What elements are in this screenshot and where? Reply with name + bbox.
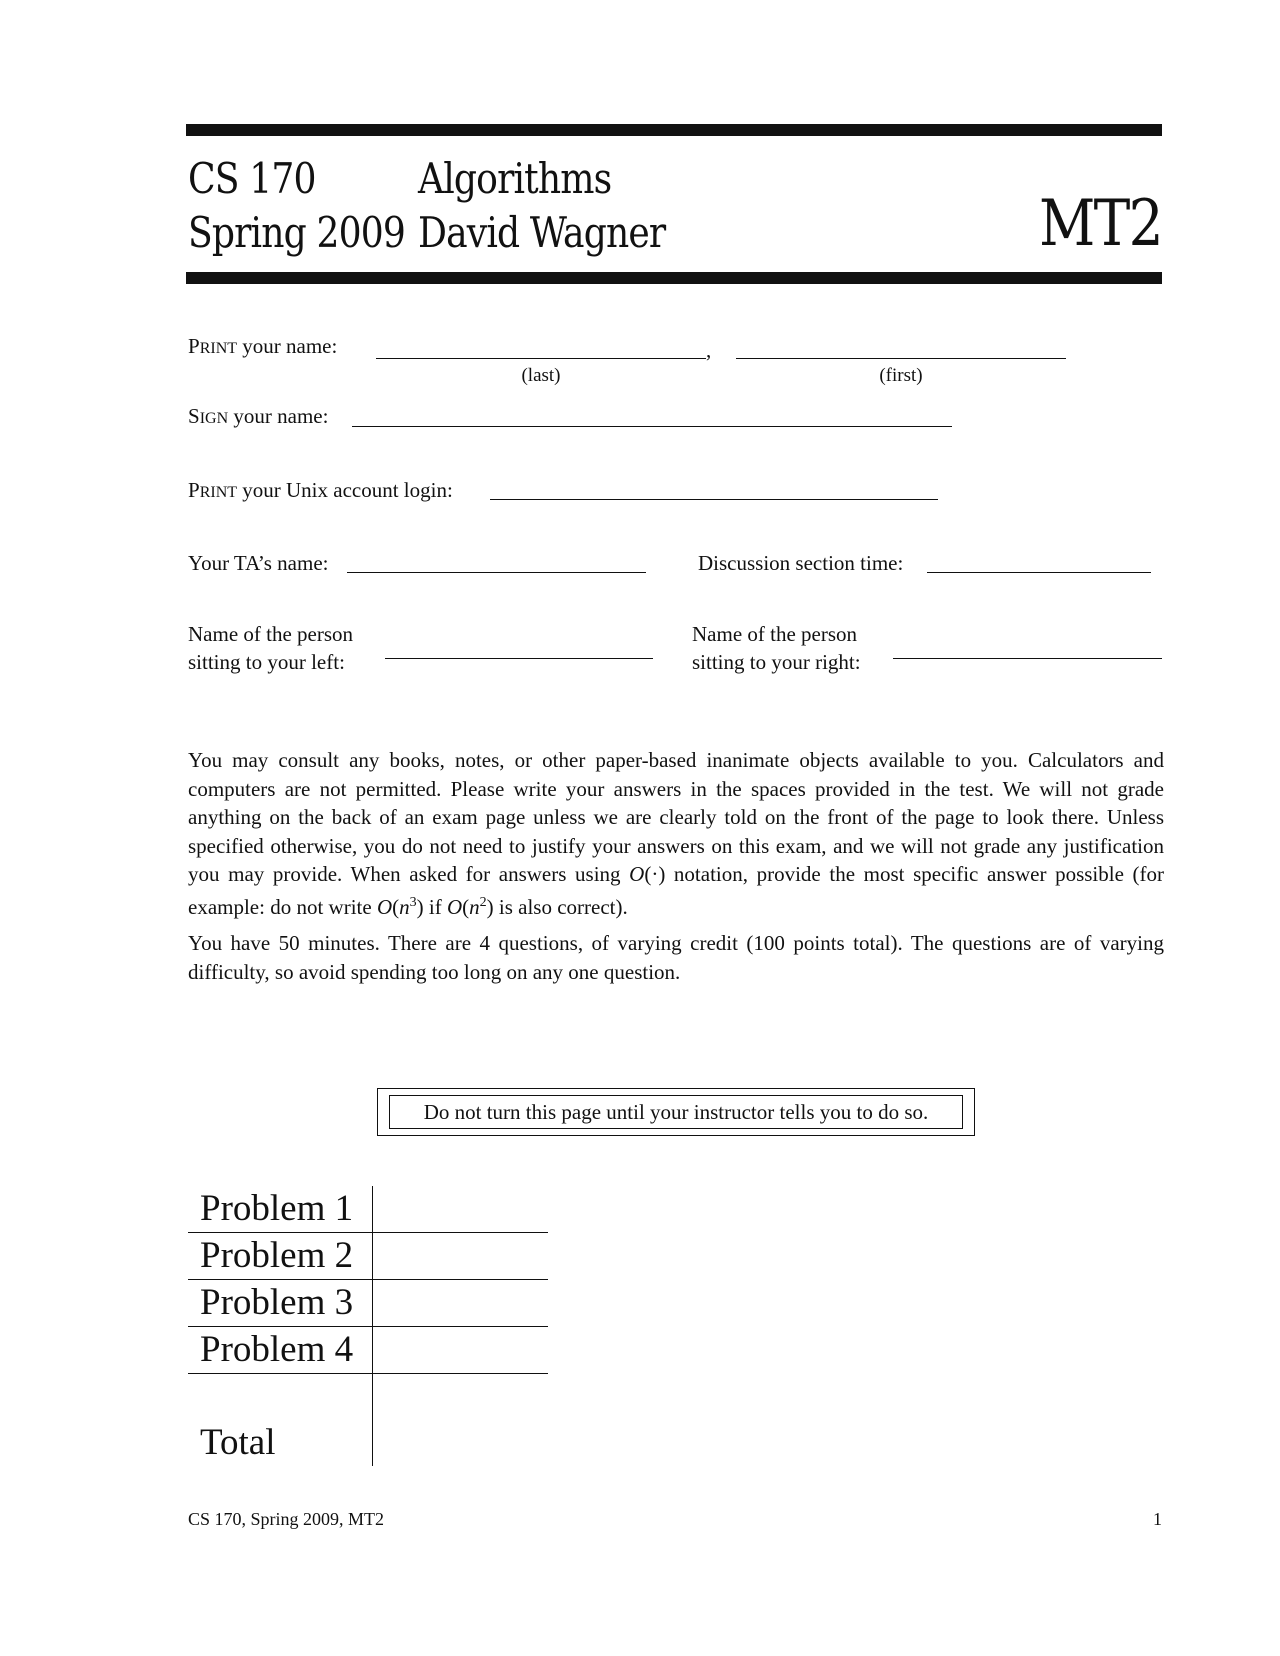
problem-1-score[interactable] (373, 1186, 549, 1233)
footer-course: CS 170, Spring 2009, MT2 (188, 1509, 385, 1529)
score-row-1 (188, 1186, 548, 1233)
left-neighbor-label-line1: Name of the person (188, 622, 354, 646)
last-name-field[interactable] (376, 358, 706, 359)
problem-4-score[interactable] (373, 1327, 549, 1374)
problem-2-label: Problem 2 (188, 1233, 373, 1280)
problem-1-label: Problem 1 (188, 1186, 373, 1233)
first-name-field[interactable] (736, 358, 1066, 359)
print-name-label: PRINT your name: (188, 334, 338, 358)
section-time-field[interactable] (927, 572, 1151, 573)
course-subject: Algorithms (418, 154, 612, 203)
total-score[interactable] (373, 1374, 549, 1467)
header-bottom-rule (186, 272, 1162, 284)
section-time-label: Discussion section time: (698, 551, 904, 575)
course-number: CS 170 (188, 154, 316, 203)
problem-4-label: Problem 4 (188, 1327, 373, 1374)
name-comma: , (706, 338, 712, 362)
instructions-paragraph-1: You may consult any books, notes, or other paper-based inanimate objects available to you. Calculators and computers are not permitted. Please write your answers in the spaces provided in the test. We will not grade anything on the back of an exam page unless we are clearly told on the front of the page to look there. Unless specified otherwise, you do not need to justify your answers on this exam, and we will not grade any justification you may provide. When asked for answers using O(·) notation, provide the most specific answer possible (for example: do not write $O(n^3)$ if $O(n^2)$ is also correct). (188, 748, 1164, 919)
ta-name-label: Your TA’s name: (188, 551, 329, 575)
score-row-total (188, 1374, 548, 1467)
course-term: Spring 2009 (188, 208, 406, 257)
sign-name-label: SIGN your name: (188, 404, 329, 428)
problem-2-score[interactable] (373, 1233, 549, 1280)
header-top-rule (186, 124, 1162, 136)
ta-name-field[interactable] (347, 572, 646, 573)
last-caption: (last) (521, 365, 561, 386)
score-row-3 (188, 1280, 548, 1327)
problem-3-score[interactable] (373, 1280, 549, 1327)
page-number: 1 (1153, 1509, 1162, 1529)
score-table (188, 1186, 548, 1466)
login-label: PRINT your Unix account login: (188, 478, 453, 502)
login-field[interactable] (490, 499, 938, 500)
right-neighbor-label-line1: Name of the person (692, 622, 858, 646)
exam-title: MT2 (1039, 187, 1162, 261)
problem-3-label: Problem 3 (188, 1280, 373, 1327)
instructions-paragraph-2: You have 50 minutes. There are 4 questions, of varying credit (100 points total). The questions are of varying difficulty, so avoid spending too long on any one question. (188, 931, 1164, 984)
notice-text: Do not turn this page until your instructor tells you to do so. (389, 1095, 963, 1129)
right-neighbor-field[interactable] (893, 658, 1162, 659)
score-row-2 (188, 1233, 548, 1280)
instructor-name: David Wagner (418, 208, 666, 257)
score-row-4 (188, 1327, 548, 1374)
signature-field[interactable] (352, 426, 952, 427)
left-neighbor-field[interactable] (385, 658, 653, 659)
total-label: Total (188, 1374, 373, 1467)
instructions (188, 746, 1164, 986)
first-caption: (first) (879, 365, 923, 386)
right-neighbor-label-line2: sitting to your right: (692, 650, 861, 674)
left-neighbor-label-line2: sitting to your left: (188, 650, 345, 674)
